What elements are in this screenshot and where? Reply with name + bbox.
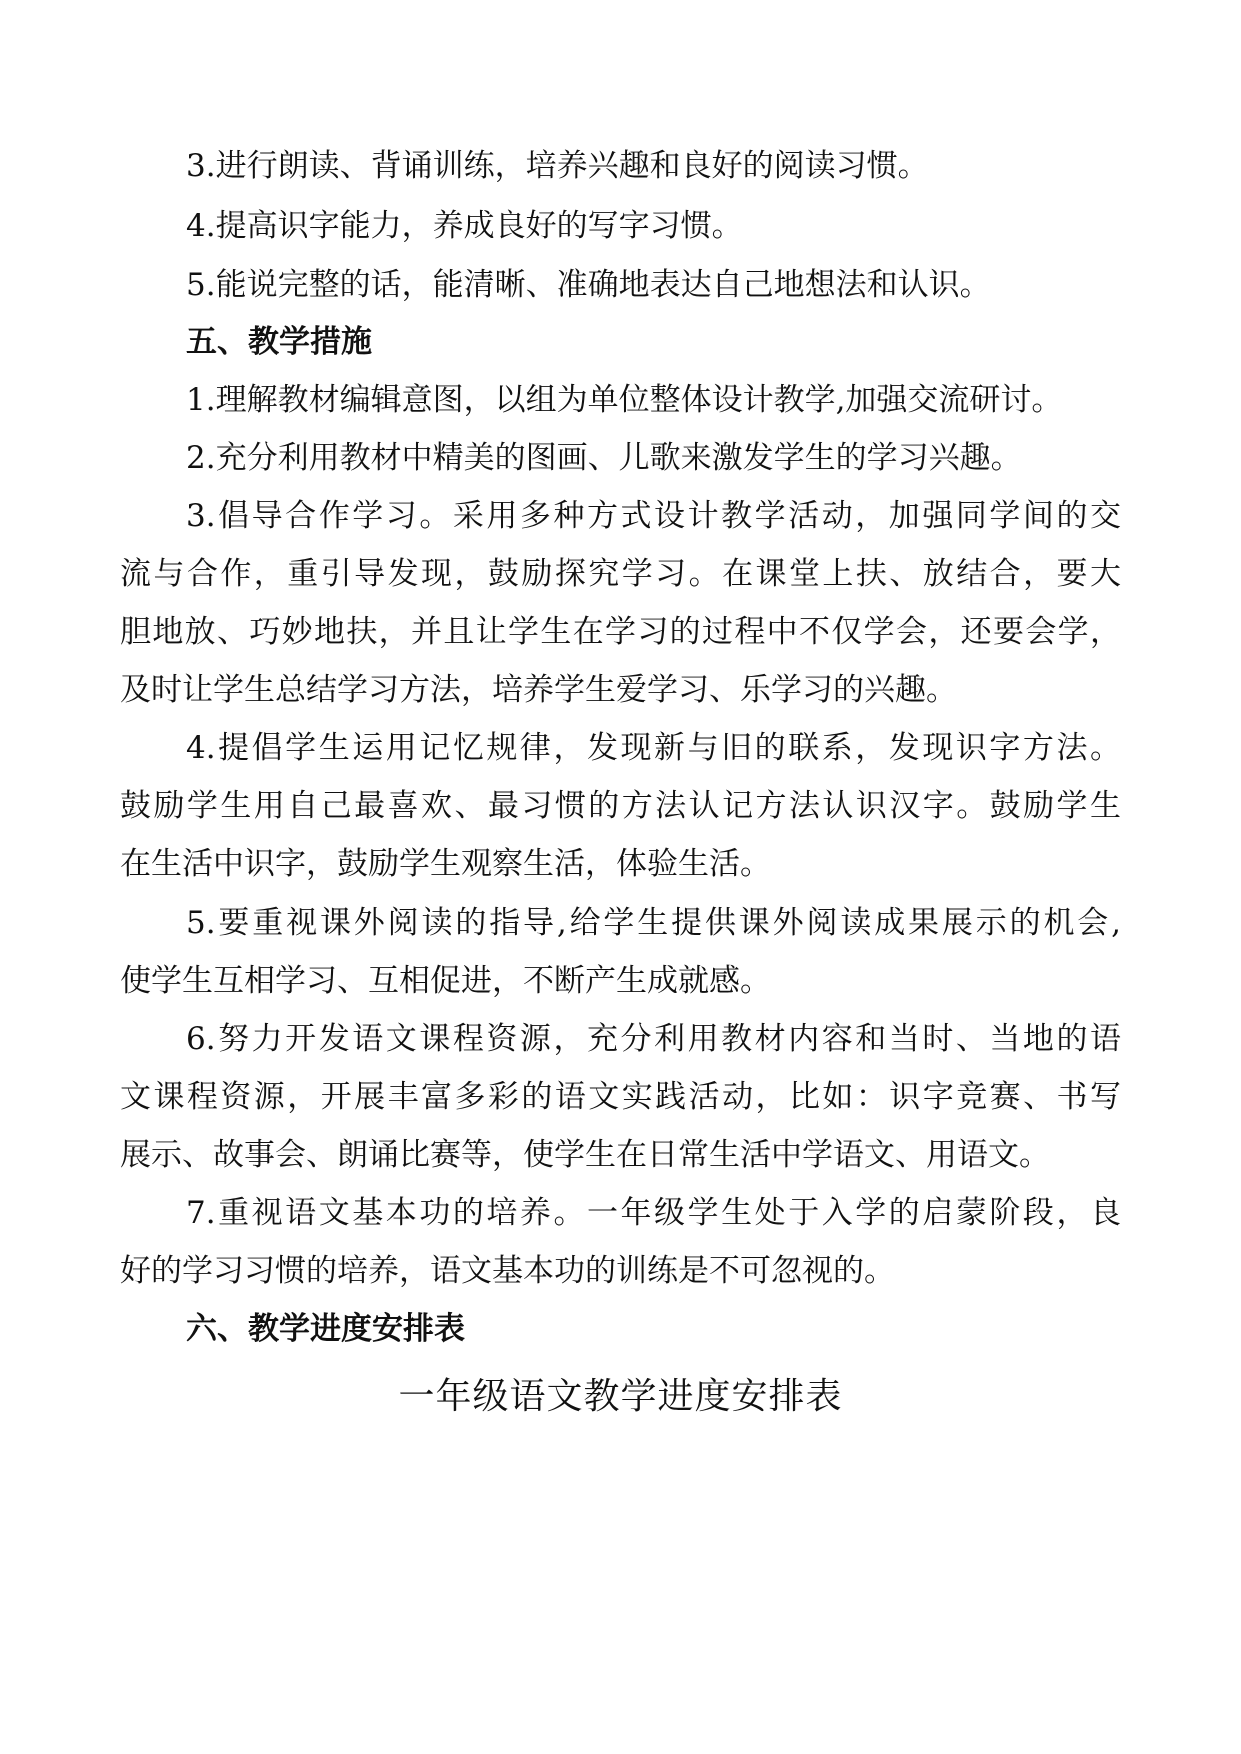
measure-7-line-2: 好的学习习惯的培养，语文基本功的训练是不可忽视的。 (120, 1253, 895, 1289)
goal-4: 4.提高识字能力，养成良好的写字习惯。 (186, 208, 743, 244)
measure-7-line-1: 7.重视语文基本功的培养。一年级学生处于入学的启蒙阶段，良 (186, 1195, 1121, 1231)
measure-2-line-1: 2.充分利用教材中精美的图画、儿歌来激发学生的学习兴趣。 (186, 440, 1022, 476)
measure-4-line-2: 鼓励学生用自己最喜欢、最习惯的方法认记方法认识汉字。鼓励学生 (120, 788, 1121, 824)
measure-5-line-1: 5.要重视课外阅读的指导,给学生提供课外阅读成果展示的机会, (186, 905, 1121, 941)
measure-3-line-1: 3.倡导合作学习。采用多种方式设计教学活动，加强同学间的交 (186, 498, 1121, 534)
measure-6-line-3: 展示、故事会、朗诵比赛等，使学生在日常生活中学语文、用语文。 (120, 1137, 1050, 1173)
measure-3-line-2: 流与合作，重引导发现，鼓励探究学习。在课堂上扶、放结合，要大 (120, 556, 1121, 592)
measure-6-line-2: 文课程资源，开展丰富多彩的语文实践活动，比如：识字竞赛、书写 (120, 1079, 1121, 1115)
section-5-heading: 五、教学措施 (186, 324, 372, 360)
measure-6-line-1: 6.努力开发语文课程资源，充分利用教材内容和当时、当地的语 (186, 1021, 1121, 1057)
schedule-table-title: 一年级语文教学进度安排表 (398, 1376, 843, 1417)
section-6-heading: 六、教学进度安排表 (186, 1311, 465, 1347)
goal-5: 5.能说完整的话，能清晰、准确地表达自己地想法和认识。 (186, 267, 991, 303)
goal-3: 3.进行朗读、背诵训练，培养兴趣和良好的阅读习惯。 (186, 148, 929, 184)
measure-5-line-2: 使学生互相学习、互相促进，不断产生成就感。 (120, 963, 771, 999)
measure-3-line-4: 及时让学生总结学习方法，培养学生爱学习、乐学习的兴趣。 (120, 672, 957, 708)
measure-3-line-3: 胆地放、巧妙地扶，并且让学生在学习的过程中不仅学会，还要会学， (120, 614, 1121, 650)
measure-1-line-1: 1.理解教材编辑意图，以组为单位整体设计教学,加强交流研讨。 (186, 382, 1063, 418)
measure-4-line-3: 在生活中识字，鼓励学生观察生活，体验生活。 (120, 846, 771, 882)
measure-4-line-1: 4.提倡学生运用记忆规律，发现新与旧的联系，发现识字方法。 (186, 730, 1121, 766)
